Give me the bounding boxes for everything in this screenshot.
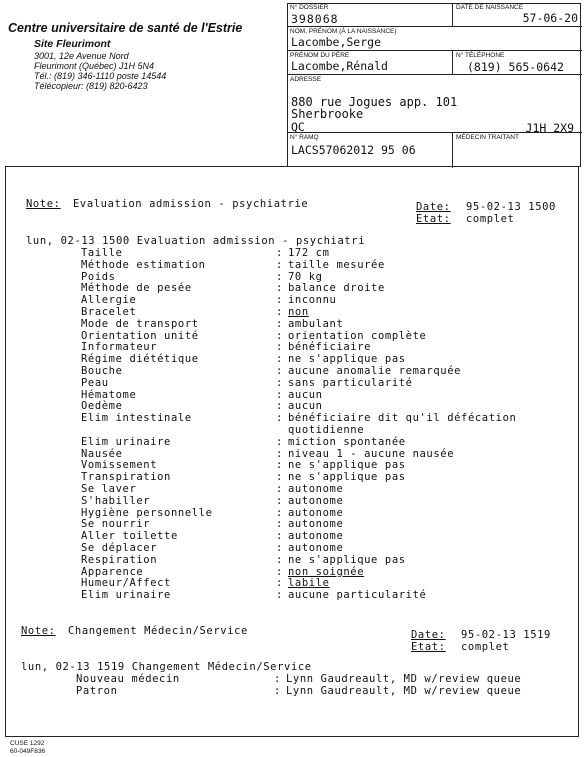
row-value: orientation complète (288, 329, 427, 342)
row-colon: : (276, 577, 283, 590)
row-colon: : (276, 435, 283, 448)
row-label: Bracelet (81, 306, 137, 318)
name-cell (287, 27, 582, 51)
row-label: Méthode estimation (81, 258, 206, 271)
row-value: labile (288, 577, 330, 590)
row-colon: : (276, 282, 283, 295)
row-colon: : (276, 400, 283, 413)
row-value: 70 kg (288, 270, 323, 283)
dossier-value: 398068 (291, 12, 339, 26)
address-city: Fleurimont (Québec) J1H 5N4 (34, 61, 155, 71)
row-colon: : (276, 294, 283, 307)
note2-label: Note: (21, 625, 56, 637)
row-label: Aller toilette (81, 530, 178, 543)
ramq-label: N° RAMQ (290, 134, 319, 141)
row-value: non soignée (288, 565, 365, 578)
row-value: bénéficiaire dit qu'il défécation (288, 412, 517, 425)
row-label: Informateur (81, 341, 158, 354)
row-colon: : (276, 542, 283, 554)
row-label: Se déplacer (81, 542, 158, 554)
row-colon: : (276, 412, 283, 425)
father-cell (287, 51, 452, 75)
row-value-continuation: quotidienne (288, 424, 365, 436)
row-label: Nausée (81, 447, 123, 460)
dob-value: 57-06-20 (522, 11, 578, 25)
row-colon: : (274, 673, 281, 685)
ramq-value: LACS57062012 95 06 (291, 143, 416, 157)
address-street-value: 880 rue Jogues app. 101 (291, 95, 458, 109)
row-label: Taille (81, 247, 123, 259)
postal-code-value: J1H 2X9 (525, 121, 574, 135)
row-value: ambulant (288, 317, 344, 330)
dob-label: DATE DE NAISSANCE (456, 4, 524, 11)
doctor-label: MÉDECIN TRAITANT (456, 134, 519, 141)
note1-label: Note: (26, 198, 61, 210)
doctor-cell (452, 133, 582, 168)
note1-entry-header: lun, 02-13 1500 Evaluation admission - psychiatri (26, 235, 366, 247)
note2-entry-header: lun, 02-13 1519 Changement Médecin/Service (21, 661, 312, 673)
address-label: ADRESSE (290, 76, 322, 83)
fax-line: Télécopieur: (819) 820-6423 (34, 81, 148, 91)
row-value: taille mesurée (288, 258, 385, 271)
row-label: Respiration (81, 553, 158, 566)
row-label: Orientation unité (81, 329, 199, 342)
row-colon: : (276, 388, 283, 401)
row-colon: : (276, 353, 283, 366)
notes-box (5, 166, 579, 737)
row-value: autonome (288, 494, 344, 507)
ramq-cell (287, 133, 452, 168)
note2-status-label: Etat: (411, 641, 446, 653)
row-colon: : (276, 483, 283, 495)
row-label: Allergie (81, 294, 137, 307)
name-label: NOM, PRÉNOM (À LA NAISSANCE) (290, 28, 397, 35)
row-value: inconnu (288, 294, 337, 307)
phone-label: N° TÉLÉPHONE (456, 52, 505, 59)
row-label: Transpiration (81, 471, 171, 484)
patient-info-box (287, 3, 581, 167)
row-value: balance droite (288, 282, 385, 295)
address-province-value: QC (291, 120, 305, 134)
row-colon: : (276, 518, 283, 531)
row-label: Nouveau médecin (76, 673, 180, 685)
row-value: niveau 1 - aucune nausée (288, 447, 455, 460)
row-value: Lynn Gaudreault, MD w/review queue (286, 684, 522, 697)
address-cell (287, 75, 582, 133)
row-label: Elim intestinale (81, 412, 192, 425)
patient-name: Lacombe,Serge (291, 35, 382, 49)
phone-line: Tél.: (819) 346-1110 poste 14544 (34, 71, 167, 81)
note2-date: 95-02-13 1519 (461, 629, 551, 641)
row-colon: : (276, 341, 283, 354)
row-value: ne s'applique pas (288, 553, 406, 566)
row-label: Se nourrir (81, 518, 151, 531)
row-label: Peau (81, 376, 109, 389)
row-colon: : (276, 459, 283, 472)
note1-title: Evaluation admission - psychiatrie (73, 198, 309, 210)
row-colon: : (276, 258, 283, 271)
row-value: ne s'applique pas (288, 459, 406, 472)
row-label: Elim urinaire (81, 435, 171, 448)
row-value: autonome (288, 483, 344, 495)
row-value: 172 cm (288, 247, 330, 259)
row-label: Poids (81, 270, 116, 283)
row-colon: : (276, 565, 283, 578)
row-label: Méthode de pesée (81, 282, 192, 295)
note1-date: 95-02-13 1500 (466, 201, 556, 213)
site-name: Site Fleurimont (34, 38, 111, 50)
institution-name: Centre universitaire de santé de l'Estrie (8, 21, 243, 35)
row-value: aucune anomalie remarquée (288, 365, 462, 377)
dossier-label: N° DOSSIER (290, 4, 329, 11)
note2-status: complet (461, 641, 510, 653)
row-value: ne s'applique pas (288, 471, 406, 484)
row-value: autonome (288, 542, 344, 554)
dob-cell (452, 3, 582, 27)
row-label: Hématome (81, 388, 137, 401)
row-value: autonome (288, 518, 344, 531)
row-label: Elim urinaire (81, 589, 171, 602)
row-colon: : (276, 317, 283, 330)
row-value: aucune particularité (288, 589, 427, 602)
address-city-value: Sherbrooke (291, 107, 364, 121)
row-colon: : (276, 306, 283, 318)
row-colon: : (276, 365, 283, 377)
row-colon: : (276, 247, 283, 259)
row-value: miction spontanée (288, 435, 406, 448)
row-label: Mode de transport (81, 317, 199, 330)
row-colon: : (276, 447, 283, 460)
form-number: 60-049F836 (10, 748, 46, 755)
row-colon: : (276, 270, 283, 283)
row-label: S'habiller (81, 494, 151, 507)
address-street: 3001, 12e Avenue Nord (34, 51, 129, 61)
row-colon: : (276, 506, 283, 519)
form-code: CUSE 1292 (10, 740, 45, 747)
row-value: non (288, 306, 309, 318)
row-label: Humeur/Affect (81, 577, 171, 590)
note2-date-label: Date: (411, 629, 446, 641)
row-label: Oedème (81, 400, 123, 413)
row-value: sans particularité (288, 376, 413, 389)
note1-status-label: Etat: (416, 213, 451, 225)
note2-title: Changement Médecin/Service (68, 625, 248, 637)
phone-value: (819) 565-0642 (467, 60, 564, 74)
row-value: aucun (288, 400, 323, 413)
row-colon: : (276, 329, 283, 342)
row-label: Régime diététique (81, 353, 199, 366)
row-label: Se laver (81, 483, 137, 495)
row-colon: : (276, 471, 283, 484)
row-value: autonome (288, 506, 344, 519)
father-name: Lacombe,Rénald (291, 59, 388, 73)
row-value: bénéficiaire (288, 341, 372, 354)
row-label: Patron (76, 684, 118, 697)
row-value: autonome (288, 530, 344, 543)
row-colon: : (274, 684, 281, 697)
row-label: Bouche (81, 365, 123, 377)
row-value: aucun (288, 388, 323, 401)
row-colon: : (276, 553, 283, 566)
note1-date-label: Date: (416, 201, 451, 213)
phone-cell (452, 51, 582, 75)
row-label: Vomissement (81, 459, 158, 472)
row-colon: : (276, 376, 283, 389)
row-colon: : (276, 589, 283, 602)
row-label: Apparence (81, 565, 144, 578)
father-label: PRÉNOM DU PÈRE (290, 52, 350, 59)
note1-status: complet (466, 213, 515, 225)
row-value: ne s'applique pas (288, 353, 406, 366)
row-colon: : (276, 494, 283, 507)
row-label: Hygiène personnelle (81, 506, 213, 519)
row-value: Lynn Gaudreault, MD w/review queue (286, 673, 522, 685)
row-colon: : (276, 530, 283, 543)
dossier-cell (287, 3, 452, 27)
